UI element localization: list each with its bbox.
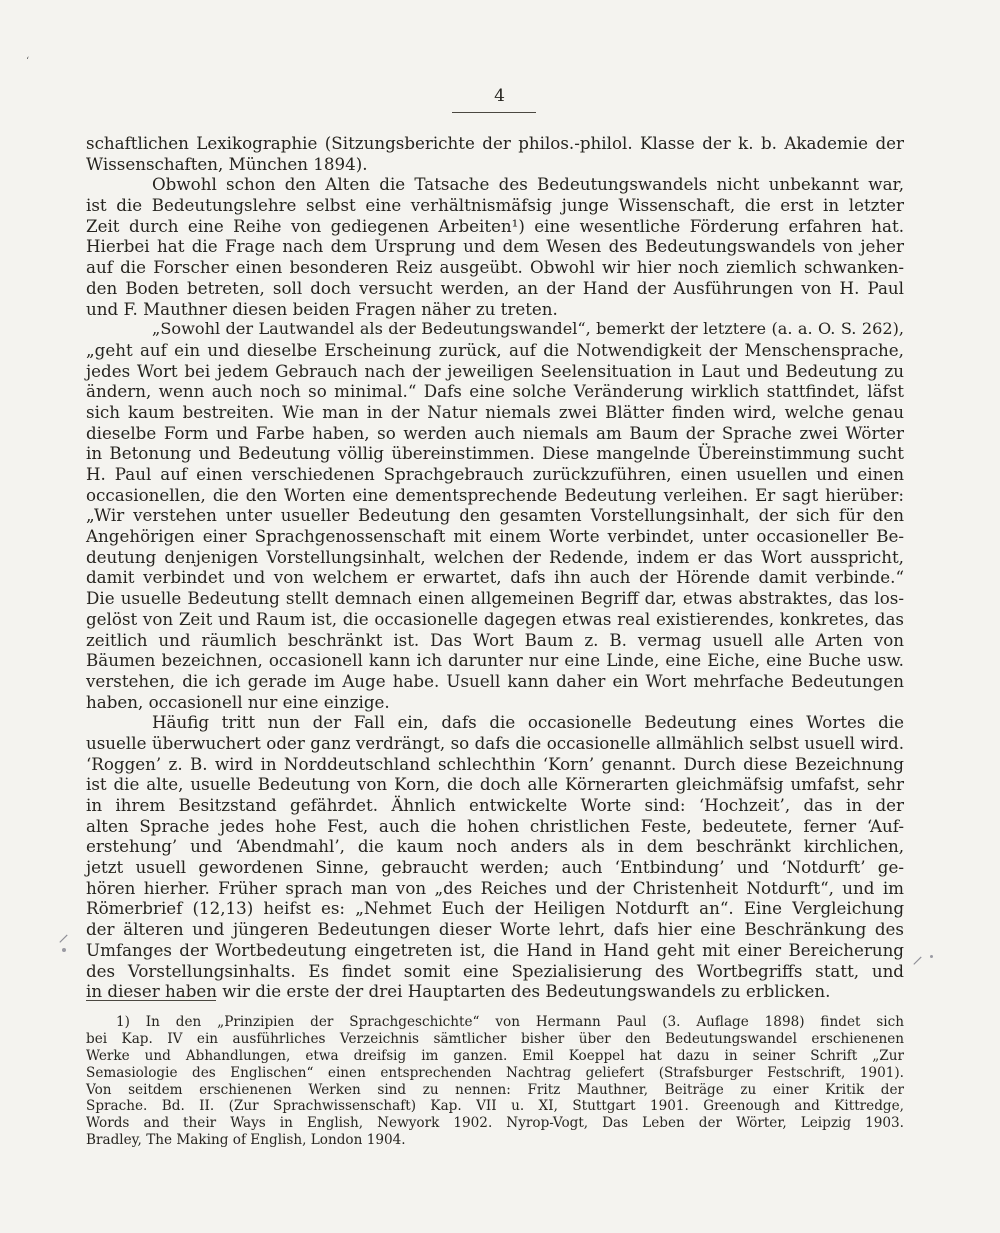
text-line: Umfanges der Wortbedeutung eingetreten ist, die Hand in Hand geht mit einer Bereicherung <box>86 939 904 960</box>
text-line: und F. Mauthner diesen beiden Fragen näher zu treten. <box>86 298 558 319</box>
text-line: usuelle überwuchert oder ganz verdrängt, so dafs die occasionelle allmählich selbst usuell wird. <box>86 732 904 753</box>
text-line: jedes Wort bei jedem Gebrauch nach der jeweiligen Seelensituation in Laut und Bedeutung zu <box>86 360 904 381</box>
footnote-line: Von seitdem erschienenen Werken sind zu nennen: Fritz Mauthner, Beiträge zu einer Kritik der <box>86 1081 904 1098</box>
text-line: haben, occasionell nur eine einzige. <box>86 691 390 712</box>
text-line: ist die Bedeutungslehre selbst eine verhältnismäfsig junge Wissenschaft, die erst in letzter <box>86 195 904 216</box>
footnote-line: bei Kap. IV ein ausführliches Verzeichnis sämtlicher bisher über den Bedeutungswandel erschienenen <box>86 1030 904 1047</box>
text-line: deutung denjenigen Vorstellungsinhalt, welchen der Redende, indem er das Wort ausspricht, <box>86 546 904 567</box>
footnote <box>86 1014 904 1149</box>
text-line: „Sowohl der Lautwandel als der Bedeutungswandel“, bemerkt der letztere (a. a. O. S. 262), <box>152 319 904 339</box>
text-line: occasionellen, die den Worten eine dementsprechende Bedeutung verleihen. Er sagt hierüber: <box>86 484 904 505</box>
footnote-line: Semasiologie des Englischen“ einen entsprechenden Nachtrag geliefert (Strafsburger Festschrift, 1901). <box>86 1064 904 1081</box>
footnote-line: 1) In den „Prinzipien der Sprachgeschichte“ von Hermann Paul (3. Auflage 1898) findet sich <box>116 1014 904 1030</box>
text-line: in ihrem Besitzstand gefährdet. Ähnlich entwickelte Worte sind: ‘Hochzeit’, das in der <box>86 795 904 815</box>
text-line: erstehung’ und ‘Abendmahl’, die kaum noch anders als in dem beschränkt kirchlichen, <box>86 836 904 857</box>
text-line: Angehörigen einer Sprachgenossenschaft mit einem Worte verbindet, unter occasioneller Be- <box>86 526 904 547</box>
text-line: in dieser haben wir die erste der drei Hauptarten des Bedeutungswandels zu erblicken. <box>86 981 831 1002</box>
text-line: dieselbe Form und Farbe haben, so werden auch niemals am Baum der Sprache zwei Wörter <box>86 422 904 443</box>
pencil-dot-icon <box>62 948 66 952</box>
pencil-margin-mark-icon: ⸝ <box>58 922 70 947</box>
text-line: der älteren und jüngeren Bedeutungen dieser Worte lehrt, dafs hier eine Beschränkung des <box>86 919 904 940</box>
footnote-rule <box>86 1000 216 1001</box>
text-line: verstehen, die ich gerade im Auge habe. Usuell kann daher ein Wort mehrfache Bedeutungen <box>86 670 904 691</box>
text-line: Römerbrief (12,13) heifst es: „Nehmet Euch der Heiligen Notdurft an“. Eine Vergleichung <box>86 898 904 919</box>
footnote-line: Words and their Ways in English, Newyork 1902. Nyrop-Vogt, Das Leben der Wörter, Leipzig 1903. <box>86 1115 904 1132</box>
pencil-dot-icon <box>930 955 933 958</box>
text-line: Hierbei hat die Frage nach dem Ursprung und dem Wesen des Bedeutungswandels von jeher <box>86 236 904 257</box>
text-line: in Betonung und Bedeutung völlig übereinstimmen. Diese mangelnde Übereinstimmung sucht <box>86 443 904 464</box>
text-line: ‘Roggen’ z. B. wird in Norddeutschland schlechthin ‘Korn’ genannt. Durch diese Bezeichnung <box>86 753 904 774</box>
text-line: Häufig tritt nun der Fall ein, dafs die occasionelle Bedeutung eines Wortes die <box>152 712 904 733</box>
text-line: jetzt usuell gewordenen Sinne, gebraucht werden; auch ‘Entbindung’ und ‘Notdurft’ ge- <box>86 857 904 878</box>
text-line: hören hierher. Früher sprach man von „des Reiches und der Christenheit Notdurft“, und im <box>86 877 904 898</box>
text-line: alten Sprache jedes hohe Fest, auch die hohen christlichen Feste, bedeutete, ferner ‘Auf- <box>86 815 904 836</box>
text-line: den Boden betreten, soll doch versucht werden, an der Hand der Ausführungen von H. Paul <box>86 277 904 298</box>
pencil-margin-mark-icon: ⸝ <box>912 944 924 969</box>
text-line: zeitlich und räumlich beschränkt ist. Das Wort Baum z. B. vermag usuell alle Arten von <box>86 629 904 650</box>
text-line: schaftlichen Lexikographie (Sitzungsberichte der philos.-philol. Klasse der k. b. Akademie der <box>86 133 904 153</box>
body-text <box>86 133 904 1002</box>
text-line: auf die Forscher einen besonderen Reiz ausgeübt. Obwohl wir hier noch ziemlich schwanken- <box>86 257 904 278</box>
page-number-rule <box>452 112 536 113</box>
text-line: Zeit durch eine Reihe von gediegenen Arbeiten¹) eine wesentliche Förderung erfahren hat. <box>86 215 904 236</box>
text-line: Die usuelle Bedeutung stellt demnach einen allgemeinen Begriff dar, etwas abstraktes, das los- <box>86 588 904 609</box>
text-line: Bäumen bezeichnen, occasionell kann ich darunter nur eine Linde, eine Eiche, eine Buche usw. <box>86 650 904 671</box>
text-line: ist die alte, usuelle Bedeutung von Korn, die doch alle Körnerarten gleichmäfsig umfafst, sehr <box>86 774 904 795</box>
text-line: Obwohl schon den Alten die Tatsache des Bedeutungswandels nicht unbekannt war, <box>152 174 904 195</box>
footnote-line: Sprache. Bd. II. (Zur Sprachwissenschaft) Kap. VII u. XI, Stuttgart 1901. Greenough and Kittredge, <box>86 1098 904 1115</box>
stray-ink-mark: ‘ <box>26 56 30 67</box>
page-number: 4 <box>494 86 506 106</box>
text-line: gelöst von Zeit und Raum ist, die occasionelle dagegen etwas real existierendes, konkretes, das <box>86 608 904 629</box>
footnote-line: Werke und Abhandlungen, etwa dreifsig im ganzen. Emil Koeppel hat dazu in seiner Schrift „Zur <box>86 1047 904 1064</box>
text-line: „Wir verstehen unter usueller Bedeutung den gesamten Vorstellungsinhalt, der sich für den <box>86 505 904 526</box>
text-line: damit verbindet und von welchem er erwartet, dafs ihn auch der Hörende damit verbinde.“ <box>86 567 904 588</box>
text-line: ändern, wenn auch noch so minimal.“ Dafs eine solche Veränderung wirklich stattfindet, läfst <box>86 381 904 402</box>
text-line: Wissenschaften, München 1894). <box>86 153 368 174</box>
text-line: H. Paul auf einen verschiedenen Sprachgebrauch zurückzuführen, einen usuellen und einen <box>86 464 904 484</box>
text-line: sich kaum bestreiten. Wie man in der Natur niemals zwei Blätter finden wird, welche genau <box>86 401 904 422</box>
text-line: „geht auf ein und dieselbe Erscheinung zurück, auf die Notwendigkeit der Menschensprache, <box>86 339 904 360</box>
text-line: des Vorstellungsinhalts. Es findet somit eine Spezialisierung des Wortbegriffs statt, und <box>86 960 904 981</box>
footnote-line: Bradley, The Making of English, London 1904. <box>86 1132 406 1149</box>
